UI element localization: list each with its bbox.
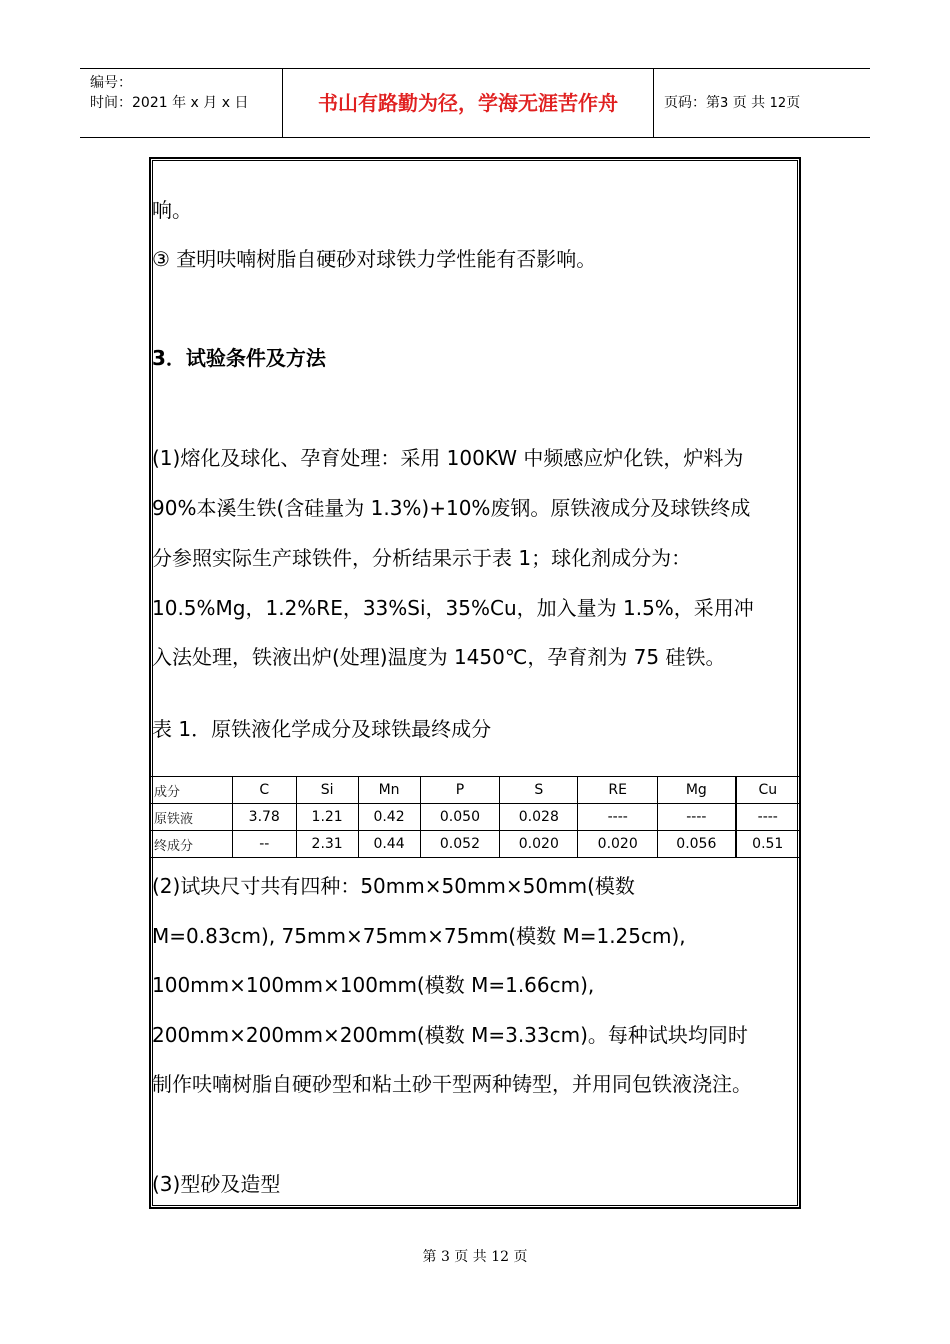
table-cell: 0.052	[420, 831, 500, 858]
table-cell: ----	[736, 804, 800, 831]
page-total: 12	[769, 96, 787, 111]
table-header-cell: P	[420, 777, 500, 804]
table-row-label: 原铁液	[151, 804, 233, 831]
table-cell: 2.31	[296, 831, 358, 858]
page-number: 3	[720, 96, 729, 111]
body-line: 100mm×100mm×100mm(模数 M=1.66cm),	[152, 973, 595, 997]
body-line: 分参照实际生产球铁件，分析结果示于表 1；球化剂成分为：	[152, 546, 692, 570]
page-suffix: 页	[786, 95, 801, 111]
body-line: 10.5%Mg，1.2%RE，33%Si，35%Cu，加入量为 1.5%，采用冲	[152, 596, 754, 620]
body-line: (1)熔化及球化、孕育处理：采用 100KW 中频感应炉化铁，炉料为	[152, 446, 744, 470]
body-line: M=0.83cm), 75mm×75mm×75mm(模数 M=1.25cm),	[152, 924, 686, 948]
body-line: (3)型砂及造型	[152, 1172, 281, 1196]
table-cell: --	[232, 831, 296, 858]
table-row	[151, 831, 800, 858]
table-cell: ----	[658, 804, 736, 831]
body-line: 90%本溪生铁(含硅量为 1.3%)+10%废钢。原铁液成分及球铁终成	[152, 496, 751, 520]
table-cell: 1.21	[296, 804, 358, 831]
header-number-label: 编号：	[90, 75, 132, 91]
table-header-cell: Mg	[658, 777, 736, 804]
body-line: 200mm×200mm×200mm(模数 M=3.33cm)。每种试块均同时	[152, 1023, 748, 1047]
table-row-label: 终成分	[151, 831, 233, 858]
table-header-cell: 成分	[151, 777, 233, 804]
header-meta	[80, 69, 282, 137]
table-row	[151, 804, 800, 831]
body-line: ③ 查明呋喃树脂自硬砂对球铁力学性能有否影响。	[152, 247, 597, 271]
table-cell: 0.056	[658, 831, 736, 858]
header-time: 时间：2021 年 x 月 x 日	[90, 95, 249, 111]
table-cell: 0.020	[578, 831, 658, 858]
table-cell: 3.78	[232, 804, 296, 831]
table-header-cell: RE	[578, 777, 658, 804]
table-cell: 0.020	[500, 831, 578, 858]
table-header-cell: C	[232, 777, 296, 804]
table-cell: 0.44	[358, 831, 420, 858]
table-cell: 0.51	[736, 831, 800, 858]
table-cell: 0.028	[500, 804, 578, 831]
body-line: 制作呋喃树脂自硬砂型和粘土砂干型两种铸型，并用同包铁液浇注。	[152, 1072, 752, 1096]
page-prefix: 页码：第	[664, 95, 720, 111]
body-line: (2)试块尺寸共有四种：50mm×50mm×50mm(模数	[152, 874, 635, 898]
table-header-cell: Mn	[358, 777, 420, 804]
table-caption: 表 1．原铁液化学成分及球铁最终成分	[152, 717, 492, 741]
table-cell: 0.050	[420, 804, 500, 831]
table-cell: ----	[578, 804, 658, 831]
body-line: 响。	[152, 198, 192, 222]
page-footer: 第 3 页 共 12 页	[422, 1249, 528, 1265]
page-header	[80, 68, 870, 138]
body-line: 入法处理，铁液出炉(处理)温度为 1450℃，孕育剂为 75 硅铁。	[152, 645, 726, 669]
section-heading: 3．试验条件及方法	[152, 346, 326, 370]
table-header-cell: S	[500, 777, 578, 804]
table-cell: 0.42	[358, 804, 420, 831]
content-frame	[149, 157, 801, 1209]
table-header-cell: Cu	[736, 777, 800, 804]
table-header-row	[151, 777, 800, 804]
table-header-cell: Si	[296, 777, 358, 804]
composition-table	[150, 776, 800, 858]
header-page-info	[654, 69, 870, 137]
page-mid: 页 共	[732, 95, 766, 111]
header-motto: 书山有路勤为径，学海无涯苦作舟	[282, 69, 654, 137]
